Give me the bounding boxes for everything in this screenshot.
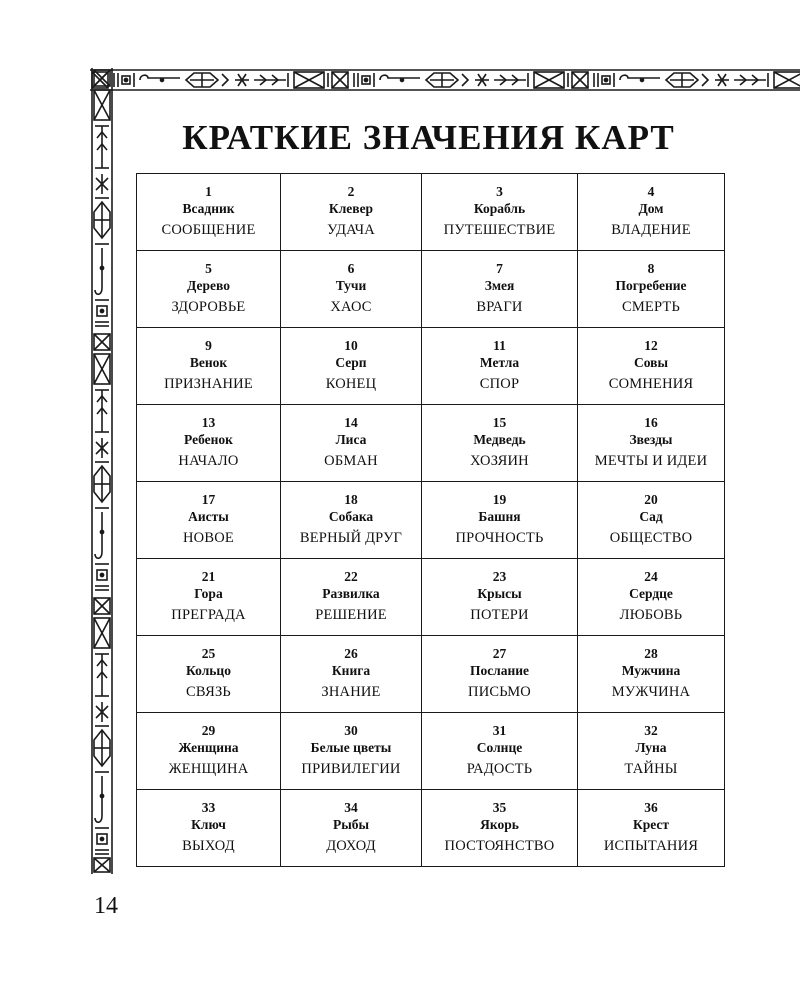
table-row	[137, 636, 725, 713]
card-name: Метла	[479, 355, 520, 370]
page-title: КРАТКИЕ ЗНАЧЕНИЯ КАРТ	[182, 118, 675, 157]
card-name: Женщина	[178, 740, 239, 755]
card-meanings-table	[136, 173, 725, 867]
card-cell	[137, 713, 281, 790]
card-name: Корабль	[473, 201, 526, 216]
card-meaning: ПИСЬМО	[468, 684, 531, 700]
card-cell	[578, 328, 725, 405]
card-cell	[578, 251, 725, 328]
card-cell	[578, 174, 725, 251]
card-number: 25	[201, 646, 216, 661]
table-row	[137, 328, 725, 405]
card-cell	[137, 405, 281, 482]
card-number: 8	[647, 261, 655, 276]
card-cell	[422, 328, 578, 405]
card-name: Ребенок	[184, 432, 233, 447]
card-number: 11	[493, 338, 506, 353]
card-meaning: ОБЩЕСТВО	[609, 530, 693, 546]
card-meaning: ТАЙНЫ	[624, 761, 678, 777]
card-meaning: НОВОЕ	[183, 530, 234, 546]
card-cell	[281, 790, 422, 867]
card-cell	[137, 482, 281, 559]
card-number: 33	[201, 800, 216, 815]
card-meaning: ПРЕГРАДА	[171, 607, 246, 623]
card-name: Якорь	[480, 817, 519, 832]
table-row	[137, 713, 725, 790]
card-number: 1	[205, 184, 212, 199]
card-cell	[422, 636, 578, 713]
top-ornament-border	[90, 68, 800, 92]
card-cell	[578, 790, 725, 867]
card-name: Кольцо	[186, 663, 231, 678]
card-number: 30	[344, 723, 358, 738]
card-meaning: СПОР	[479, 376, 520, 392]
card-name: Послание	[469, 663, 530, 678]
card-name: Мужчина	[621, 663, 681, 678]
card-name: Лиса	[335, 432, 367, 447]
card-cell	[281, 405, 422, 482]
card-number: 7	[496, 261, 503, 276]
card-meaning: МУЖЧИНА	[611, 684, 691, 700]
card-name: Совы	[634, 355, 668, 370]
card-name: Гора	[194, 586, 223, 601]
card-name: Медведь	[473, 432, 526, 447]
card-cell	[137, 790, 281, 867]
card-cell	[281, 713, 422, 790]
card-meaning: ХОЗЯИН	[470, 453, 529, 469]
card-cell	[137, 174, 281, 251]
card-meaning: ПОТЕРИ	[470, 607, 529, 623]
card-name: Луна	[635, 740, 667, 755]
card-meaning: СВЯЗЬ	[186, 684, 231, 700]
card-number: 22	[344, 569, 358, 584]
card-name: Солнце	[476, 740, 523, 755]
card-number: 4	[647, 184, 655, 199]
card-meaning: ПУТЕШЕСТВИЕ	[443, 222, 556, 238]
card-meaning: НАЧАЛО	[178, 453, 239, 469]
table-row	[137, 405, 725, 482]
card-number: 2	[347, 184, 355, 199]
card-cell	[422, 482, 578, 559]
card-name: Тучи	[335, 278, 367, 293]
card-cell	[422, 174, 578, 251]
card-cell	[422, 559, 578, 636]
card-meaning: КОНЕЦ	[325, 376, 377, 392]
folk-pattern-border-icon	[90, 68, 800, 92]
card-cell	[137, 559, 281, 636]
card-number: 19	[492, 492, 507, 507]
card-cell	[422, 790, 578, 867]
card-number: 32	[644, 723, 658, 738]
card-name: Дерево	[187, 278, 230, 293]
card-name: Крест	[632, 817, 670, 832]
card-number: 9	[205, 338, 212, 353]
card-number: 31	[492, 723, 507, 738]
table-row	[137, 174, 725, 251]
card-name: Башня	[478, 509, 521, 524]
table-row	[137, 559, 725, 636]
card-name: Рыбы	[332, 817, 370, 832]
card-meaning: ВЕРНЫЙ ДРУГ	[299, 530, 403, 546]
card-meaning: УДАЧА	[327, 222, 375, 238]
card-number: 27	[492, 646, 507, 661]
card-meaning: ПРИЗНАНИЕ	[164, 376, 253, 392]
card-name: Дом	[638, 201, 664, 216]
card-number: 26	[344, 646, 358, 661]
table-row	[137, 790, 725, 867]
card-name: Погребение	[615, 278, 687, 293]
card-meaning: ПРИВИЛЕГИИ	[301, 761, 401, 777]
card-number: 21	[201, 569, 216, 584]
card-cell	[578, 636, 725, 713]
card-number: 13	[201, 415, 216, 430]
card-meaning: РЕШЕНИЕ	[315, 607, 387, 623]
folk-pattern-vertical-border-icon	[90, 68, 114, 874]
card-cell	[281, 559, 422, 636]
card-cell	[578, 713, 725, 790]
card-cell	[578, 482, 725, 559]
card-number: 28	[644, 646, 658, 661]
card-number: 24	[644, 569, 658, 584]
card-number: 3	[496, 184, 503, 199]
card-name: Всадник	[182, 201, 235, 216]
card-cell	[281, 328, 422, 405]
card-meaning: ДОХОД	[326, 838, 376, 854]
card-cell	[422, 405, 578, 482]
card-meaning: ВРАГИ	[476, 299, 523, 315]
card-name: Белые цветы	[310, 740, 392, 755]
card-number: 36	[644, 800, 658, 815]
card-name: Змея	[484, 278, 515, 293]
card-name: Крысы	[477, 586, 522, 601]
card-meaning: ОБМАН	[324, 453, 378, 469]
card-name: Звезды	[629, 432, 673, 447]
card-name: Ключ	[191, 817, 226, 832]
card-number: 34	[344, 800, 358, 815]
card-meaning: ЗДОРОВЬЕ	[171, 299, 246, 315]
page-number: 14	[94, 893, 118, 919]
card-number: 14	[344, 415, 358, 430]
card-meaning: ЗНАНИЕ	[321, 684, 381, 700]
card-meaning: ЛЮБОВЬ	[619, 607, 683, 623]
card-cell	[281, 174, 422, 251]
card-meaning: СООБЩЕНИЕ	[161, 222, 256, 238]
card-number: 16	[644, 415, 658, 430]
card-name: Книга	[331, 663, 371, 678]
card-number: 29	[201, 723, 216, 738]
card-name: Клевер	[328, 201, 374, 216]
card-cell	[137, 251, 281, 328]
card-name: Венок	[189, 355, 228, 370]
card-meaning: ПОСТОЯНСТВО	[444, 838, 555, 854]
card-cell	[422, 713, 578, 790]
card-number: 12	[644, 338, 658, 353]
card-number: 23	[492, 569, 507, 584]
card-meaning: ЖЕНЩИНА	[168, 761, 249, 777]
card-cell	[578, 559, 725, 636]
card-meaning: ПРОЧНОСТЬ	[455, 530, 544, 546]
card-meaning: ХАОС	[330, 299, 372, 315]
card-cell	[281, 482, 422, 559]
card-number: 18	[344, 492, 358, 507]
card-cell	[137, 328, 281, 405]
card-name: Собака	[328, 509, 374, 524]
card-name: Сад	[639, 509, 663, 524]
card-number: 5	[205, 261, 212, 276]
card-cell	[137, 636, 281, 713]
card-meaning: ВЫХОД	[182, 838, 235, 854]
card-number: 10	[344, 338, 358, 353]
card-number: 15	[492, 415, 507, 430]
table-row	[137, 251, 725, 328]
card-cell	[422, 251, 578, 328]
card-cell	[281, 636, 422, 713]
card-meaning: РАДОСТЬ	[466, 761, 533, 777]
card-cell	[281, 251, 422, 328]
card-meaning: ВЛАДЕНИЕ	[611, 222, 691, 238]
card-name: Развилка	[322, 586, 380, 601]
left-ornament-border	[90, 68, 114, 874]
card-name: Сердце	[629, 586, 673, 601]
table-row	[137, 482, 725, 559]
card-meaning: СМЕРТЬ	[621, 299, 681, 315]
card-meaning: СОМНЕНИЯ	[608, 376, 694, 392]
card-meaning: ИСПЫТАНИЯ	[603, 838, 699, 854]
card-number: 35	[492, 800, 507, 815]
card-name: Серп	[335, 355, 367, 370]
card-number: 6	[347, 261, 355, 276]
card-number: 17	[201, 492, 216, 507]
card-number: 20	[644, 492, 658, 507]
card-name: Аисты	[188, 509, 229, 524]
card-cell	[578, 405, 725, 482]
card-meaning: МЕЧТЫ И ИДЕИ	[594, 453, 708, 469]
